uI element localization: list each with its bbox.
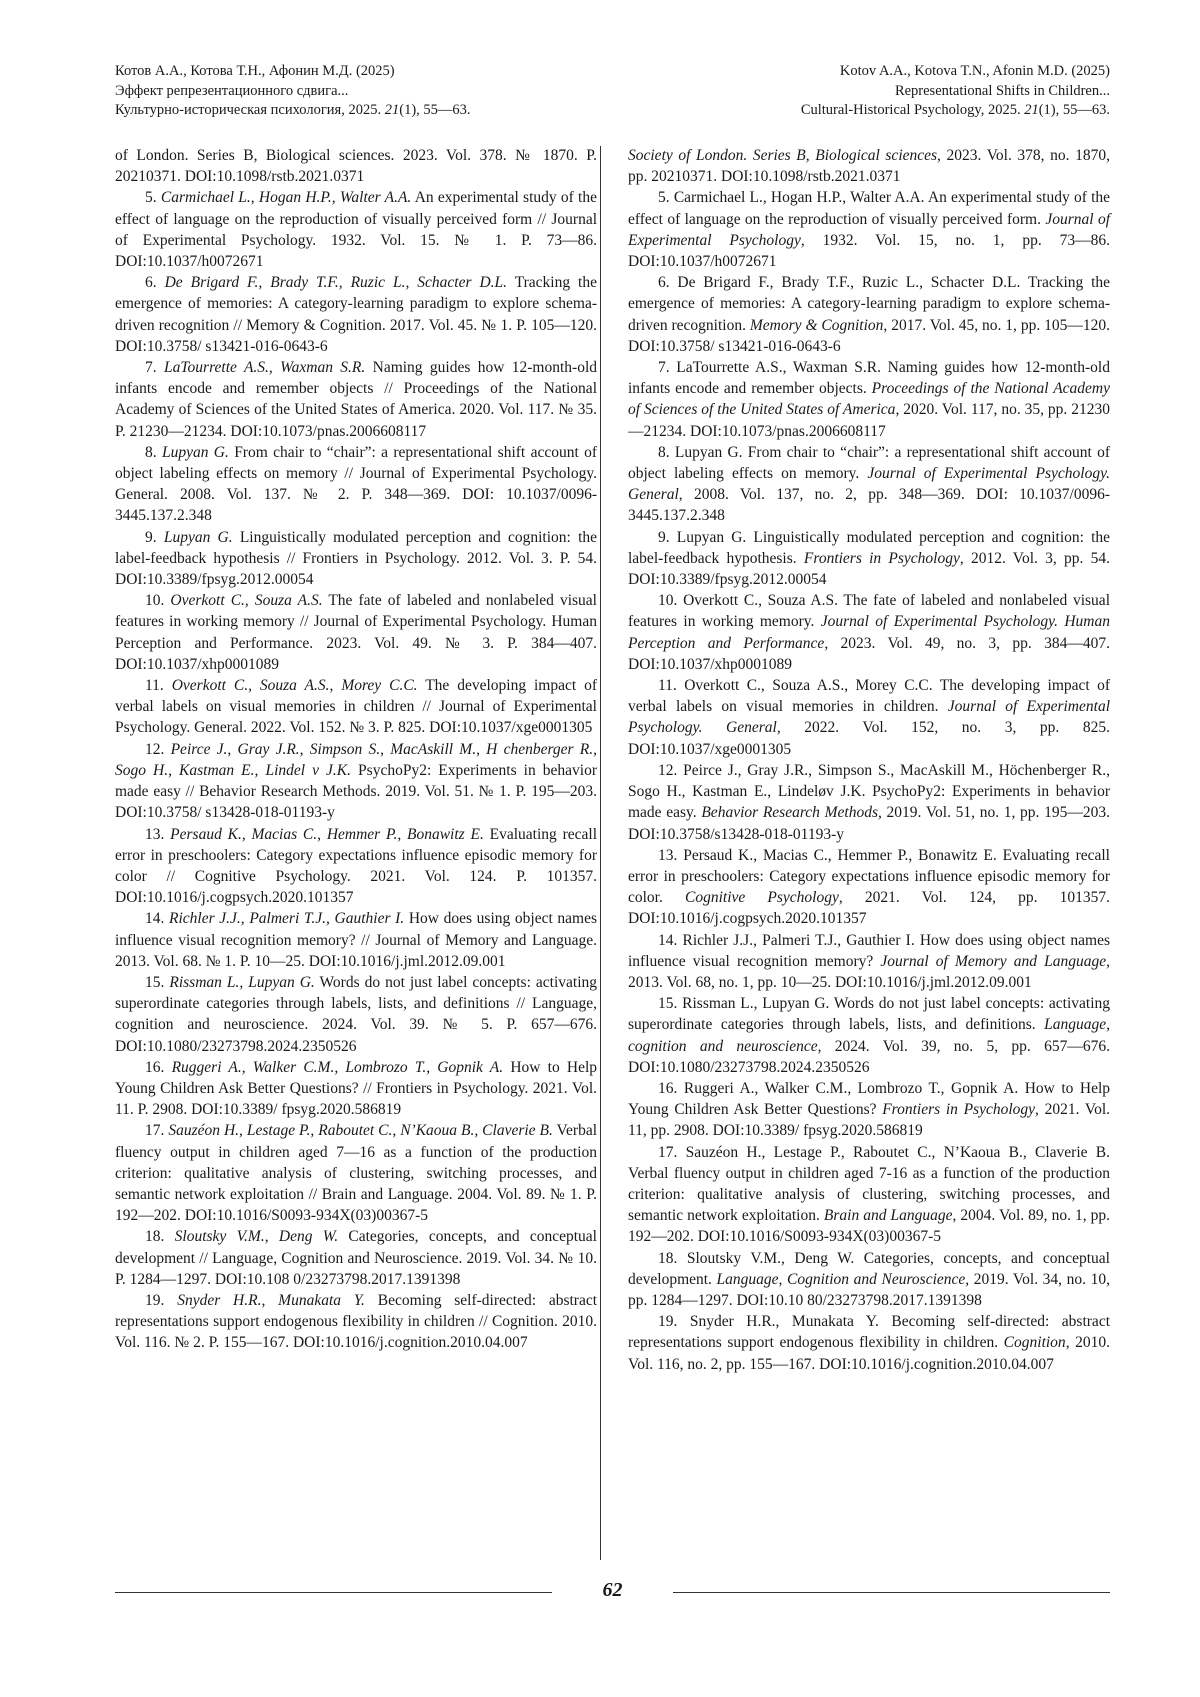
reference-entry <box>628 845 1110 930</box>
reference-details: , 2008. Vol. 137, no. 2, pp. 348—369. DOI: 10.1037/0096-3445.137.2.348 <box>628 486 1110 524</box>
reference-entry <box>628 1142 1110 1248</box>
reference-text: Evaluating recall error in preschoolers: Category expectations influence episodic memory for color // Cognitive Psychology. 2021. Vol. 124. P. 101357. DOI:10.1016/j.cogpsych.2020.101357 <box>115 826 597 907</box>
reference-entry <box>115 272 597 357</box>
reference-number: 12. <box>658 762 677 779</box>
reference-entry <box>115 908 597 972</box>
reference-source: Behavior Research Methods, <box>701 804 882 821</box>
reference-continuation <box>115 145 597 187</box>
reference-details: , 2024. Vol. 39, no. 5, pp. 657—676. DOI:10.1080/23273798.2024.2350526 <box>628 1038 1110 1076</box>
reference-authors: Overkott C., Souza A.S., Morey C.C. <box>172 677 418 694</box>
reference-entry <box>628 590 1110 675</box>
header-left-authors: Котов А.А., Котова Т.Н., Афонин М.Д. (2025) <box>115 62 471 82</box>
reference-authors: Carmichael L., Hogan H.P., Walter A.A. <box>161 189 411 206</box>
reference-details: 2022. Vol. 152, no. 3, pp. 825. DOI:10.1037/xge0001305 <box>628 719 1110 757</box>
header-right-authors: Kotov A.A., Kotova T.N., Afonin M.D. (2025) <box>801 62 1110 82</box>
reference-source: Frontiers in Psychology <box>882 1101 1035 1118</box>
reference-authors: Ruggeri A., Walker C.M., Lombrozo T., Gopnik A. <box>172 1059 504 1076</box>
reference-entry <box>628 187 1110 272</box>
reference-source: Society of London. Series B, Biological sciences <box>628 147 937 164</box>
reference-text: Overkott C., Souza A.S., Morey C.C. The developing impact of verbal labels on visual memories in children. <box>628 677 1110 715</box>
reference-entry <box>115 675 597 739</box>
reference-text: Categories, concepts, and conceptual development // Language, Cognition and Neuroscience. 2019. Vol. 34. № 10. P. 1284—1297. DOI:10.108 0/23273798.2017.1391398 <box>115 1228 597 1287</box>
reference-text: Becoming self-directed: abstract representations support endogenous flexibility in children // Cognition. 2010. Vol. 116. № 2. P. 155—167. DOI:10.1016/j.cognition.2010.04.007 <box>115 1292 597 1351</box>
reference-entry <box>115 187 597 272</box>
reference-entry <box>628 1311 1110 1375</box>
reference-source: Journal of Experimental Psychology. General, <box>628 698 1110 736</box>
reference-text: Verbal fluency output in children aged 7—16 as a function of the production criterion: qualitative analysis of clustering, switching processes, and semantic network exploitation // Brain and Language. 2004. Vol. 89. № 1. P. 192—202. DOI:10.1016/S0093-934X(03)00367-5 <box>115 1122 597 1224</box>
reference-number: 10. <box>658 592 677 609</box>
reference-details: , 2023. Vol. 378, no. 1870, pp. 20210371. DOI:10.1098/rstb.2021.0371 <box>628 147 1110 185</box>
reference-text: How to Help Young Children Ask Better Questions? // Frontiers in Psychology. 2021. Vol. 11. P. 2908. DOI:10.3389/ fpsyg.2020.586819 <box>115 1059 597 1118</box>
reference-number: 17. <box>145 1122 164 1139</box>
header-right-title: Representational Shifts in Children... <box>801 82 1110 102</box>
reference-source: Journal of Experimental Psychology. Human Perception and Performance <box>628 613 1110 651</box>
running-header <box>115 62 1110 122</box>
reference-details: , 2021. Vol. 124, pp. 101357. DOI:10.1016/j.cogpsych.2020.101357 <box>628 889 1110 927</box>
reference-entry <box>115 1120 597 1226</box>
reference-entry <box>628 527 1110 591</box>
reference-details: , 2019. Vol. 34, no. 10, pp. 1284—1297. DOI:10.10 80/23273798.2017.1391398 <box>628 1271 1110 1309</box>
reference-entry <box>115 527 597 591</box>
header-left-russian <box>115 62 471 121</box>
reference-entry <box>115 357 597 442</box>
reference-source: Journal of Experimental Psychology <box>628 211 1110 249</box>
reference-number: 13. <box>145 826 164 843</box>
reference-authors: Overkott C., Souza A.S. <box>170 592 322 609</box>
reference-authors: Sauzéon H., Lestage P., Raboutet C., N’Kaoua B., Claverie B. <box>168 1122 553 1139</box>
reference-details: , 2010. Vol. 116, no. 2, pp. 155—167. DOI:10.1016/j.cognition.2010.04.007 <box>628 1334 1110 1372</box>
reference-authors: Richler J.J., Palmeri T.J., Gauthier I. <box>169 910 404 927</box>
reference-number: 11. <box>658 677 677 694</box>
reference-number: 9. <box>145 529 157 546</box>
reference-source: Cognition <box>1004 1334 1066 1351</box>
reference-text: Lupyan G. From chair to “chair”: a representational shift account of object labeling effects on memory. <box>628 444 1110 482</box>
reference-number: 14. <box>145 910 164 927</box>
reference-details: , 2013. Vol. 68, no. 1, pp. 10—25. DOI:10.1016/j.jml.2012.09.001 <box>628 953 1110 991</box>
reference-text: Sauzéon H., Lestage P., Raboutet C., N’Kaoua B., Claverie B. Verbal fluency output in children aged 7-16 as a function of the production criterion: qualitative analysis of clustering, switching processes, and semantic network exploitation. <box>628 1144 1110 1225</box>
reference-number: 19. <box>658 1313 677 1330</box>
reference-source: Memory & Cognition <box>750 317 884 334</box>
reference-number: 7. <box>658 359 670 376</box>
reference-authors: Lupyan G. <box>164 529 233 546</box>
reference-text: PsychoPy2: Experiments in behavior made easy // Behavior Research Methods. 2019. Vol. 51. № 1. P. 195—203. DOI:10.3758/ s13428-018-01193-y <box>115 762 597 821</box>
references-russian-column <box>115 145 597 1354</box>
reference-number: 15. <box>145 974 164 991</box>
reference-text: Lupyan G. Linguistically modulated perception and cognition: the label-feedback hypothesis. <box>628 529 1110 567</box>
reference-text: De Brigard F., Brady T.F., Ruzic L., Schacter D.L. Tracking the emergence of memories: A category-learning paradigm to explore schema-driven recognition. <box>628 274 1110 333</box>
header-left-journal: Культурно-историческая психология, 2025. 21(1), 55—63. <box>115 101 471 121</box>
reference-entry <box>115 824 597 909</box>
reference-details: , 2004. Vol. 89, no. 1, pp. 192—202. DOI:10.1016/S0093-934X(03)00367-5 <box>628 1207 1110 1245</box>
reference-number: 10. <box>145 592 164 609</box>
page-footer <box>115 1577 1110 1607</box>
reference-details: , 2017. Vol. 45, no. 1, pp. 105—120. DOI:10.3758/ s13421-016-0643-6 <box>628 317 1110 355</box>
reference-entry <box>115 739 597 824</box>
reference-text: Overkott C., Souza A.S. The fate of labeled and nonlabeled visual features in working memory. <box>628 592 1110 630</box>
reference-authors: Sloutsky V.M., Deng W. <box>175 1228 338 1245</box>
reference-details: , 1932. Vol. 15, no. 1, pp. 73—86. DOI:10.1037/h0072671 <box>628 232 1110 270</box>
reference-entry <box>628 993 1110 1078</box>
reference-entry <box>628 357 1110 442</box>
reference-number: 11. <box>145 677 164 694</box>
reference-text: Carmichael L., Hogan H.P., Walter A.A. An experimental study of the effect of language on the reproduction of visually perceived form. <box>628 189 1110 227</box>
reference-entry <box>628 1078 1110 1142</box>
reference-entry <box>115 972 597 1057</box>
footer-rule-right <box>673 1592 1110 1593</box>
page-number: 62 <box>115 1579 1110 1602</box>
reference-text: Tracking the emergence of memories: A category-learning paradigm to explore schema-driven recognition // Memory & Cognition. 2017. Vol. 45. № 1. P. 105—120. DOI:10.3758/ s13421-016-0643-6 <box>115 274 597 355</box>
reference-source: Journal of Memory and Language <box>880 953 1106 970</box>
reference-text: Rissman L., Lupyan G. Words do not just label concepts: activating superordinate categories through labels, lists, and definitions. <box>628 995 1110 1033</box>
reference-text: How does using object names influence visual recognition memory? // Journal of Memory and Language. 2013. Vol. 68. № 1. P. 10—25. DOI:10.1016/j.jml.2012.09.001 <box>115 910 597 969</box>
reference-text: Ruggeri A., Walker C.M., Lombrozo T., Gopnik A. How to Help Young Children Ask Better Questions? <box>628 1080 1110 1118</box>
reference-entry <box>115 1226 597 1290</box>
reference-entry <box>115 1290 597 1354</box>
reference-text: Persaud K., Macias C., Hemmer P., Bonawitz E. Evaluating recall error in preschoolers: Category expectations influence episodic memory for color. <box>628 847 1110 906</box>
reference-number: 15. <box>658 995 677 1012</box>
reference-entry <box>628 675 1110 760</box>
reference-source: Language, Cognition and Neuroscience <box>717 1271 966 1288</box>
reference-number: 13. <box>658 847 677 864</box>
reference-number: 14. <box>658 932 677 949</box>
reference-authors: Lupyan G. <box>162 444 229 461</box>
reference-number: 6. <box>658 274 670 291</box>
reference-authors: De Brigard F., Brady T.F., Ruzic L., Schacter D.L. <box>165 274 507 291</box>
reference-entry <box>628 442 1110 527</box>
reference-text: LaTourrette A.S., Waxman S.R. Naming guides how 12-month-old infants encode and remember objects. <box>628 359 1110 397</box>
reference-number: 12. <box>145 741 164 758</box>
reference-text: From chair to “chair”: a representational shift account of object labeling effects on memory // Journal of Experimental Psychology. General. 2008. Vol. 137. № 2. P. 348—369. DOI: 10.1037/0096-3445.137.2.348 <box>115 444 597 525</box>
reference-number: 8. <box>145 444 157 461</box>
reference-number: 18. <box>658 1250 677 1267</box>
reference-number: 17. <box>658 1144 677 1161</box>
reference-text: The fate of labeled and nonlabeled visual features in working memory // Journal of Experimental Psychology. Human Perception and Performance. 2023. Vol. 49. № 3. P. 384—407. DOI:10.1037/xhp0001089 <box>115 592 597 673</box>
reference-details: , 2020. Vol. 117, no. 35, pp. 21230—21234. DOI:10.1073/pnas.2006608117 <box>628 401 1110 439</box>
reference-text: of London. Series B, Biological sciences. 2023. Vol. 378. № 1870. P. 20210371. DOI:10.1098/rstb.2021.0371 <box>115 147 597 185</box>
reference-number: 9. <box>658 529 670 546</box>
reference-number: 7. <box>145 359 157 376</box>
reference-number: 18. <box>145 1228 164 1245</box>
reference-number: 5. <box>145 189 157 206</box>
reference-entry <box>115 1057 597 1121</box>
reference-text: Naming guides how 12-month-old infants encode and remember objects // Proceedings of the National Academy of Sciences of the United States of America. 2020. Vol. 117. № 35. P. 21230—21234. DOI:10.1073/pnas.2006608117 <box>115 359 597 440</box>
reference-number: 5. <box>658 189 670 206</box>
reference-text: The developing impact of verbal labels on visual memories in children // Journal of Experimental Psychology. General. 2022. Vol. 152. № 3. P. 825. DOI:10.1037/xge0001305 <box>115 677 597 736</box>
reference-entry <box>628 760 1110 845</box>
reference-authors: Rissman L., Lupyan G. <box>169 974 314 991</box>
reference-entry <box>628 930 1110 994</box>
reference-entry <box>628 272 1110 357</box>
reference-authors: Peirce J., Gray J.R., Simpson S., MacAskill M., H chenberger R., Sogo H., Kastman E., Lindel v J.K. <box>115 741 597 779</box>
reference-text: Snyder H.R., Munakata Y. Becoming self-directed: abstract representations support endogenous flexibility in children. <box>628 1313 1110 1351</box>
reference-number: 8. <box>658 444 670 461</box>
reference-details: , 2012. Vol. 3, pp. 54. DOI:10.3389/fpsyg.2012.00054 <box>628 550 1110 588</box>
reference-text: An experimental study of the effect of language on the reproduction of visually perceived form // Journal of Experimental Psychology. 1932. Vol. 15. № 1. P. 73—86. DOI:10.1037/h0072671 <box>115 189 597 270</box>
reference-details: , 2021. Vol. 11, pp. 2908. DOI:10.3389/ fpsyg.2020.586819 <box>628 1101 1110 1139</box>
reference-continuation <box>628 145 1110 187</box>
reference-number: 19. <box>145 1292 164 1309</box>
references-english-column <box>628 145 1110 1375</box>
reference-source: Brain and Language <box>824 1207 953 1224</box>
reference-entry <box>628 1248 1110 1312</box>
reference-details: 2019. Vol. 51, no. 1, pp. 195—203. DOI:10.3758/s13428-018-01193-y <box>628 804 1110 842</box>
reference-entry <box>115 590 597 675</box>
reference-number: 6. <box>145 274 157 291</box>
reference-number: 16. <box>145 1059 164 1076</box>
header-right-journal: Cultural-Historical Psychology, 2025. 21(1), 55—63. <box>801 101 1110 121</box>
reference-authors: LaTourrette A.S., Waxman S.R. <box>164 359 365 376</box>
reference-text: Linguistically modulated perception and cognition: the label-feedback hypothesis // Frontiers in Psychology. 2012. Vol. 3. P. 54. DOI:10.3389/fpsyg.2012.00054 <box>115 529 597 588</box>
reference-authors: Snyder H.R., Munakata Y. <box>177 1292 365 1309</box>
reference-text: Sloutsky V.M., Deng W. Categories, concepts, and conceptual development. <box>628 1250 1110 1288</box>
reference-entry <box>115 442 597 527</box>
reference-authors: Persaud K., Macias C., Hemmer P., Bonawitz E. <box>170 826 484 843</box>
reference-source: Language, cognition and neuroscience <box>628 1016 1110 1054</box>
reference-text: Richler J.J., Palmeri T.J., Gauthier I. How does using object names influence visual recognition memory? <box>628 932 1110 970</box>
header-right-english <box>801 62 1110 121</box>
reference-source: Cognitive Psychology <box>685 889 839 906</box>
header-left-title: Эффект репрезентационного сдвига... <box>115 82 471 102</box>
column-divider <box>600 146 601 1560</box>
reference-text: Peirce J., Gray J.R., Simpson S., MacAskill M., Höchenberger R., Sogo H., Kastman E., Lindeløv J.K. PsychoPy2: Experiments in behavior made easy. <box>628 762 1110 821</box>
reference-source: Proceedings of the National Academy of Sciences of the United States of America <box>628 380 1110 418</box>
reference-details: , 2023. Vol. 49, no. 3, pp. 384—407. DOI:10.1037/xhp0001089 <box>628 635 1110 673</box>
reference-source: Frontiers in Psychology <box>804 550 960 567</box>
reference-source: Journal of Experimental Psychology. General <box>628 465 1110 503</box>
reference-text: Words do not just label concepts: activating superordinate categories through labels, lists, and definitions // Language, cognition and neuroscience. 2024. Vol. 39. № 5. P. 657—676. DOI:10.1080/23273798.2024.2350526 <box>115 974 597 1055</box>
reference-number: 16. <box>658 1080 677 1097</box>
